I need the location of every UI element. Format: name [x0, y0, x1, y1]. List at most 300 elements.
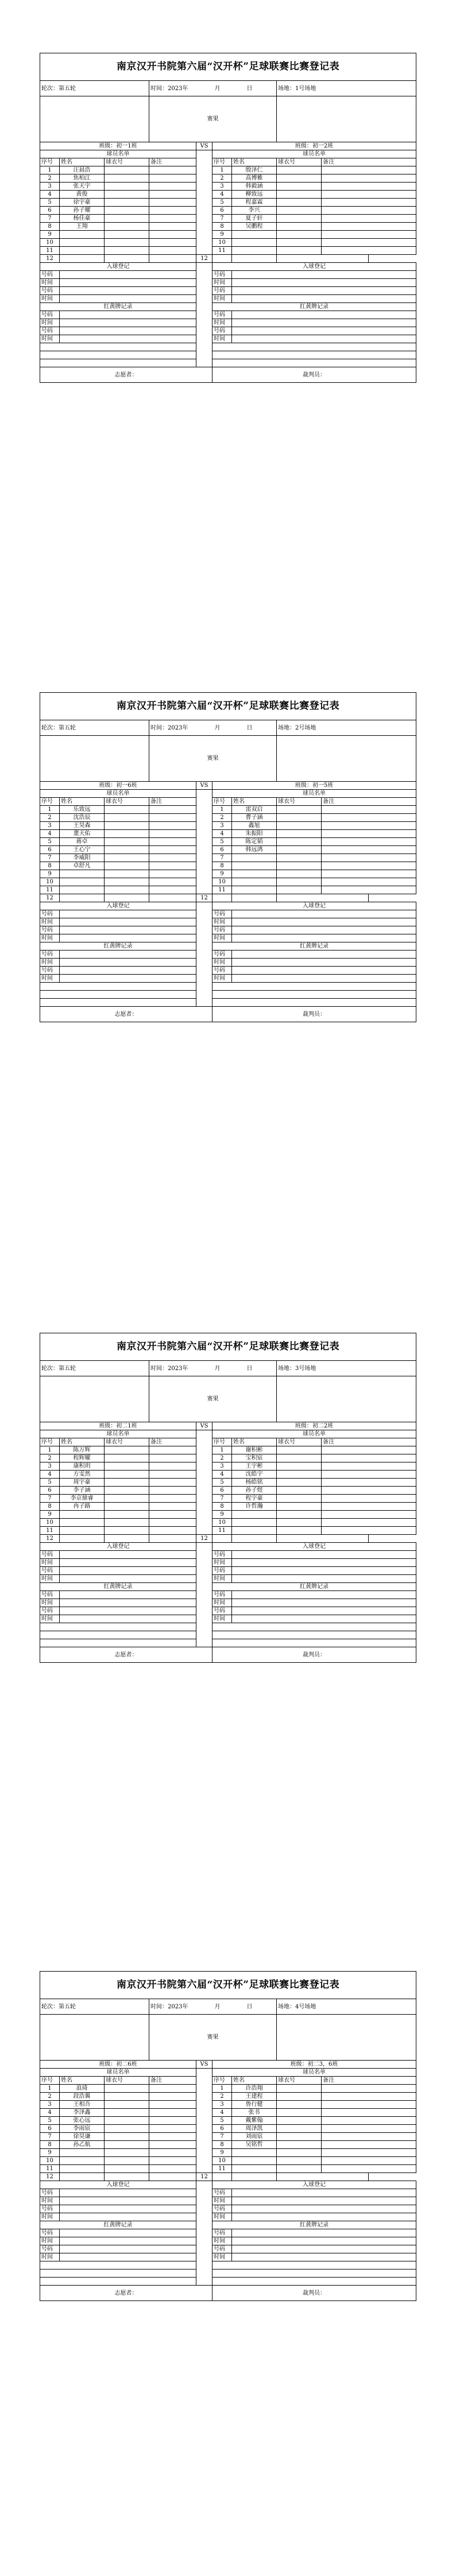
home-card-number-row-cell[interactable]	[60, 1591, 196, 1599]
away-card-time-row-cell[interactable]	[232, 1599, 416, 1607]
home-card-time-row-cell[interactable]	[60, 959, 196, 967]
away-player-note[interactable]	[322, 2165, 416, 2173]
home-card-number-row-cell[interactable]	[60, 951, 196, 959]
result-right-blank[interactable]	[277, 1376, 416, 1422]
away-player-note[interactable]	[322, 814, 416, 822]
away-goal-number-row-cell[interactable]	[232, 2205, 416, 2213]
home-player-jersey[interactable]	[105, 862, 149, 870]
home-player-name[interactable]: 李威阳	[60, 854, 105, 862]
away-player-jersey[interactable]	[277, 854, 322, 862]
away-card-time-row-cell[interactable]	[232, 959, 416, 967]
home-player-jersey[interactable]	[105, 223, 149, 231]
away-player-name[interactable]: 谢积彬	[232, 1446, 277, 1454]
away-player-note[interactable]	[322, 2133, 416, 2141]
away-player-name[interactable]	[232, 2149, 277, 2157]
home-player-note[interactable]	[149, 2117, 196, 2125]
home-player-name[interactable]: 冉子路	[60, 1503, 105, 1511]
away-player-name[interactable]: 程嘉霖	[232, 199, 277, 207]
away-player-note[interactable]	[322, 166, 416, 174]
away-player-note[interactable]	[322, 247, 416, 255]
away-player-name[interactable]	[232, 247, 277, 255]
home-player-name[interactable]: 张心远	[60, 2117, 105, 2125]
home-player-jersey[interactable]	[105, 838, 149, 846]
away-goal-time-row-cell[interactable]	[232, 2197, 416, 2205]
away-player-note[interactable]	[322, 2101, 416, 2109]
home-player-jersey[interactable]	[105, 894, 149, 902]
away-player-jersey[interactable]	[277, 2157, 322, 2165]
away-player-note[interactable]	[322, 886, 416, 894]
away-player-name[interactable]	[232, 2165, 277, 2173]
home-player-note[interactable]	[149, 2173, 196, 2181]
away-player-name[interactable]: 杨皓铭	[232, 1479, 277, 1487]
home-player-name[interactable]	[60, 239, 105, 247]
away-player-jersey[interactable]	[277, 1446, 322, 1454]
home-player-note[interactable]	[149, 231, 196, 239]
away-player-note[interactable]	[322, 1479, 416, 1487]
away-player-name[interactable]	[212, 894, 232, 902]
home-player-name[interactable]: 乐致远	[60, 806, 105, 814]
away-card-number-row-cell[interactable]	[232, 2245, 416, 2253]
away-goal-number-row-cell[interactable]	[232, 287, 416, 295]
result-right-blank[interactable]	[277, 96, 416, 142]
away-player-jersey[interactable]	[277, 215, 322, 223]
home-goal-time-row-cell[interactable]	[60, 2197, 196, 2205]
away-goal-time-row-cell[interactable]	[232, 934, 416, 942]
away-player-name[interactable]	[212, 2173, 232, 2181]
home-card-time-row-cell[interactable]	[60, 319, 196, 327]
home-player-note[interactable]	[149, 1462, 196, 1471]
away-player-name[interactable]: 鑫旭	[232, 822, 277, 830]
away-card-time-row-cell[interactable]	[232, 335, 416, 343]
away-player-name[interactable]: 张书	[232, 2109, 277, 2117]
away-player-note[interactable]	[322, 2117, 416, 2125]
away-player-note[interactable]	[322, 1487, 416, 1495]
away-player-jersey[interactable]	[277, 2133, 322, 2141]
home-goal-time-row-cell[interactable]	[60, 279, 196, 287]
home-player-name[interactable]	[60, 2165, 105, 2173]
home-player-jersey[interactable]	[105, 174, 149, 183]
home-player-name[interactable]: 王昊森	[60, 822, 105, 830]
away-player-name[interactable]	[232, 231, 277, 239]
away-player-note[interactable]	[277, 255, 369, 263]
home-player-jersey[interactable]	[105, 2093, 149, 2101]
result-left-blank[interactable]	[40, 736, 149, 782]
away-player-note[interactable]	[322, 1471, 416, 1479]
away-player-note[interactable]	[322, 2085, 416, 2093]
away-card-number-row-cell[interactable]	[232, 1607, 416, 1615]
home-player-note[interactable]	[149, 223, 196, 231]
home-player-note[interactable]	[149, 174, 196, 183]
away-player-name[interactable]: 吴铭哲	[232, 2141, 277, 2149]
away-player-jersey[interactable]	[277, 2149, 322, 2157]
away-player-note[interactable]	[322, 854, 416, 862]
home-player-note[interactable]	[149, 878, 196, 886]
home-player-name[interactable]: 焦柏江	[60, 174, 105, 183]
home-player-note[interactable]	[149, 1446, 196, 1454]
away-player-name[interactable]	[232, 239, 277, 247]
home-card-time-row-cell[interactable]	[60, 2237, 196, 2245]
away-player-jersey[interactable]	[277, 814, 322, 822]
away-card-number-row-cell[interactable]	[232, 951, 416, 959]
home-player-note[interactable]	[149, 846, 196, 854]
home-player-note[interactable]	[149, 1535, 196, 1543]
home-player-name[interactable]	[60, 255, 105, 263]
away-player-name[interactable]: 吴鹏程	[232, 223, 277, 231]
away-player-jersey[interactable]	[277, 2093, 322, 2101]
home-player-note[interactable]	[149, 886, 196, 894]
home-player-jersey[interactable]	[105, 1511, 149, 1519]
home-player-jersey[interactable]	[105, 1535, 149, 1543]
home-player-name[interactable]: 浪琦	[60, 2085, 105, 2093]
home-player-note[interactable]	[149, 1487, 196, 1495]
away-player-name[interactable]	[232, 2157, 277, 2165]
home-player-jersey[interactable]	[105, 2165, 149, 2173]
away-player-note[interactable]	[322, 878, 416, 886]
away-goal-number-row-cell[interactable]	[232, 2189, 416, 2197]
away-player-jersey[interactable]	[277, 239, 322, 247]
home-player-name[interactable]: 沈浩辰	[60, 814, 105, 822]
home-goal-time-row-cell[interactable]	[60, 1575, 196, 1583]
home-player-jersey[interactable]	[105, 870, 149, 878]
home-player-jersey[interactable]	[105, 247, 149, 255]
away-player-jersey[interactable]	[277, 1519, 322, 1527]
result-left-blank[interactable]	[40, 1376, 149, 1422]
away-player-note[interactable]	[322, 1503, 416, 1511]
home-player-note[interactable]	[149, 2093, 196, 2101]
home-player-note[interactable]	[149, 1479, 196, 1487]
away-player-note[interactable]	[322, 846, 416, 854]
away-card-number-row-cell[interactable]	[232, 967, 416, 975]
home-player-name[interactable]	[60, 894, 105, 902]
away-player-note[interactable]	[322, 2109, 416, 2117]
away-player-note[interactable]	[322, 870, 416, 878]
away-card-number-row-cell[interactable]	[232, 1591, 416, 1599]
result-right-blank[interactable]	[277, 2015, 416, 2061]
away-player-jersey[interactable]	[277, 846, 322, 854]
away-player-jersey[interactable]	[277, 2101, 322, 2109]
home-goal-time-row-cell[interactable]	[60, 2213, 196, 2221]
away-player-note[interactable]	[322, 822, 416, 830]
home-player-jersey[interactable]	[105, 2117, 149, 2125]
home-goal-time-row-cell[interactable]	[60, 934, 196, 942]
home-goal-number-row-cell[interactable]	[60, 2189, 196, 2197]
home-player-note[interactable]	[149, 1454, 196, 1462]
away-player-note[interactable]	[322, 231, 416, 239]
home-player-name[interactable]	[60, 1535, 105, 1543]
away-player-jersey[interactable]	[232, 2173, 277, 2181]
result-right-blank[interactable]	[277, 736, 416, 782]
home-player-jersey[interactable]	[105, 822, 149, 830]
away-player-name[interactable]	[232, 1511, 277, 1519]
away-player-note[interactable]	[322, 806, 416, 814]
away-player-name[interactable]: 高博雅	[232, 174, 277, 183]
away-player-name[interactable]: 许浩翔	[232, 2085, 277, 2093]
home-card-number-row-cell[interactable]	[60, 2229, 196, 2237]
home-player-name[interactable]: 徐宇豪	[60, 199, 105, 207]
home-player-jersey[interactable]	[105, 814, 149, 822]
home-player-jersey[interactable]	[105, 2173, 149, 2181]
away-goal-number-row-cell[interactable]	[232, 926, 416, 934]
away-player-name[interactable]: 孙子煜	[232, 1487, 277, 1495]
home-player-jersey[interactable]	[105, 1479, 149, 1487]
away-player-name[interactable]	[232, 870, 277, 878]
away-player-jersey[interactable]	[277, 1471, 322, 1479]
away-player-jersey[interactable]	[277, 223, 322, 231]
away-player-jersey[interactable]	[277, 1527, 322, 1535]
away-player-note[interactable]	[322, 2149, 416, 2157]
home-player-note[interactable]	[149, 2109, 196, 2117]
home-player-jersey[interactable]	[105, 231, 149, 239]
home-card-number-row-cell[interactable]	[60, 2245, 196, 2253]
home-player-note[interactable]	[149, 183, 196, 191]
home-player-note[interactable]	[149, 1503, 196, 1511]
home-player-note[interactable]	[149, 1511, 196, 1519]
home-player-jersey[interactable]	[105, 2133, 149, 2141]
away-player-name[interactable]: 殷泽仁	[232, 166, 277, 174]
home-player-note[interactable]	[149, 166, 196, 174]
home-card-number-row-cell[interactable]	[60, 327, 196, 335]
home-goal-number-row-cell[interactable]	[60, 271, 196, 279]
away-player-name[interactable]: 戴紫翰	[232, 2117, 277, 2125]
referee-signature[interactable]: 裁判员：	[212, 2286, 416, 2301]
away-player-jersey[interactable]	[277, 2109, 322, 2117]
home-player-note[interactable]	[149, 215, 196, 223]
away-player-jersey[interactable]	[277, 174, 322, 183]
away-player-note[interactable]	[277, 2173, 369, 2181]
home-goal-time-row-cell[interactable]	[60, 295, 196, 303]
home-player-note[interactable]	[149, 1471, 196, 1479]
home-player-name[interactable]	[60, 2157, 105, 2165]
home-player-note[interactable]	[149, 806, 196, 814]
away-card-number-row-cell[interactable]	[232, 327, 416, 335]
referee-signature[interactable]: 裁判员：	[212, 1007, 416, 1022]
away-card-number-row-cell[interactable]	[232, 311, 416, 319]
away-player-note[interactable]	[322, 239, 416, 247]
home-card-number-row-cell[interactable]	[60, 967, 196, 975]
home-player-jersey[interactable]	[105, 846, 149, 854]
home-player-jersey[interactable]	[105, 2157, 149, 2165]
home-card-time-row-cell[interactable]	[60, 975, 196, 983]
home-player-name[interactable]	[60, 2149, 105, 2157]
away-player-jersey[interactable]	[232, 894, 277, 902]
home-player-jersey[interactable]	[105, 183, 149, 191]
home-goal-number-row-cell[interactable]	[60, 910, 196, 918]
home-player-jersey[interactable]	[105, 2149, 149, 2157]
away-player-jersey[interactable]	[277, 1479, 322, 1487]
home-player-name[interactable]: 董天佑	[60, 830, 105, 838]
away-player-name[interactable]: 宝积宸	[232, 1454, 277, 1462]
away-player-name[interactable]	[232, 886, 277, 894]
home-player-name[interactable]: 孙子耀	[60, 207, 105, 215]
home-player-note[interactable]	[149, 2125, 196, 2133]
home-player-note[interactable]	[149, 870, 196, 878]
away-player-jersey[interactable]	[277, 1495, 322, 1503]
home-player-jersey[interactable]	[105, 239, 149, 247]
home-player-jersey[interactable]	[105, 806, 149, 814]
away-player-jersey[interactable]	[232, 1535, 277, 1543]
home-player-note[interactable]	[149, 2149, 196, 2157]
away-player-name[interactable]	[232, 1527, 277, 1535]
away-player-jersey[interactable]	[277, 830, 322, 838]
away-player-note[interactable]	[322, 215, 416, 223]
away-player-jersey[interactable]	[277, 862, 322, 870]
away-player-name[interactable]	[232, 854, 277, 862]
away-player-jersey[interactable]	[277, 1503, 322, 1511]
home-player-name[interactable]: 程辉耀	[60, 1454, 105, 1462]
volunteer-signature[interactable]: 志愿者：	[40, 1007, 212, 1022]
home-card-number-row-cell[interactable]	[60, 1607, 196, 1615]
away-goal-time-row-cell[interactable]	[232, 1559, 416, 1567]
away-player-name[interactable]: 王宇彬	[232, 1462, 277, 1471]
away-player-jersey[interactable]	[277, 207, 322, 215]
home-goal-number-row-cell[interactable]	[60, 926, 196, 934]
away-player-jersey[interactable]	[277, 191, 322, 199]
away-player-note[interactable]	[277, 1535, 369, 1543]
home-player-jersey[interactable]	[105, 207, 149, 215]
home-player-jersey[interactable]	[105, 1519, 149, 1527]
away-player-note[interactable]	[322, 1511, 416, 1519]
away-player-jersey[interactable]	[277, 822, 322, 830]
home-player-note[interactable]	[149, 1519, 196, 1527]
away-player-name[interactable]	[232, 1519, 277, 1527]
home-player-name[interactable]: 杨佳豪	[60, 215, 105, 223]
home-player-jersey[interactable]	[105, 2125, 149, 2133]
home-goal-number-row-cell[interactable]	[60, 1567, 196, 1575]
away-player-note[interactable]	[322, 223, 416, 231]
home-player-jersey[interactable]	[105, 854, 149, 862]
home-player-note[interactable]	[149, 2157, 196, 2165]
away-player-jersey[interactable]	[277, 183, 322, 191]
home-player-name[interactable]: 康积玥	[60, 1462, 105, 1471]
volunteer-signature[interactable]: 志愿者：	[40, 1647, 212, 1663]
away-player-jersey[interactable]	[277, 2125, 322, 2133]
home-goal-number-row-cell[interactable]	[60, 2205, 196, 2213]
away-player-note[interactable]	[322, 174, 416, 183]
home-player-note[interactable]	[149, 830, 196, 838]
away-goal-number-row-cell[interactable]	[232, 1551, 416, 1559]
away-player-jersey[interactable]	[277, 870, 322, 878]
home-player-note[interactable]	[149, 822, 196, 830]
home-player-note[interactable]	[149, 1527, 196, 1535]
result-left-blank[interactable]	[40, 2015, 149, 2061]
away-player-note[interactable]	[322, 191, 416, 199]
home-player-name[interactable]	[60, 886, 105, 894]
home-player-note[interactable]	[149, 247, 196, 255]
away-player-name[interactable]: 朱振阳	[232, 830, 277, 838]
home-player-name[interactable]	[60, 247, 105, 255]
away-card-time-row-cell[interactable]	[232, 1615, 416, 1623]
home-card-time-row-cell[interactable]	[60, 335, 196, 343]
away-player-name[interactable]: 程宇豪	[232, 1495, 277, 1503]
away-card-number-row-cell[interactable]	[232, 2229, 416, 2237]
home-player-note[interactable]	[149, 854, 196, 862]
away-player-name[interactable]: 韩毅涵	[232, 183, 277, 191]
home-player-name[interactable]: 李子涵	[60, 1487, 105, 1495]
volunteer-signature[interactable]: 志愿者：	[40, 367, 212, 383]
away-player-note[interactable]	[322, 199, 416, 207]
home-player-name[interactable]	[60, 2173, 105, 2181]
away-player-name[interactable]: 刘雨宸	[232, 2133, 277, 2141]
home-player-jersey[interactable]	[105, 1503, 149, 1511]
away-player-name[interactable]: 柳致远	[232, 191, 277, 199]
home-player-note[interactable]	[149, 239, 196, 247]
home-player-jersey[interactable]	[105, 1487, 149, 1495]
home-player-jersey[interactable]	[105, 2141, 149, 2149]
home-player-jersey[interactable]	[105, 2109, 149, 2117]
away-player-name[interactable]: 鲁行健	[232, 2101, 277, 2109]
away-player-note[interactable]	[322, 1495, 416, 1503]
away-player-name[interactable]	[232, 862, 277, 870]
home-player-note[interactable]	[149, 894, 196, 902]
home-goal-time-row-cell[interactable]	[60, 918, 196, 926]
away-goal-time-row-cell[interactable]	[232, 1575, 416, 1583]
away-player-jersey[interactable]	[277, 199, 322, 207]
home-player-jersey[interactable]	[105, 1527, 149, 1535]
home-player-note[interactable]	[149, 2085, 196, 2093]
home-player-note[interactable]	[149, 1495, 196, 1503]
volunteer-signature[interactable]: 志愿者：	[40, 2286, 212, 2301]
home-player-name[interactable]	[60, 231, 105, 239]
home-player-note[interactable]	[149, 191, 196, 199]
result-left-blank[interactable]	[40, 96, 149, 142]
home-player-name[interactable]: 孙乙航	[60, 2141, 105, 2149]
home-goal-number-row-cell[interactable]	[60, 287, 196, 295]
referee-signature[interactable]: 裁判员：	[212, 1647, 416, 1663]
away-player-jersey[interactable]	[232, 255, 277, 263]
away-player-jersey[interactable]	[277, 2141, 322, 2149]
home-player-name[interactable]: 王翔	[60, 223, 105, 231]
home-player-jersey[interactable]	[105, 2085, 149, 2093]
away-player-name[interactable]: 曹子涵	[232, 814, 277, 822]
referee-signature[interactable]: 裁判员：	[212, 367, 416, 383]
away-player-jersey[interactable]	[277, 838, 322, 846]
home-player-jersey[interactable]	[105, 255, 149, 263]
away-card-time-row-cell[interactable]	[232, 2253, 416, 2261]
home-player-jersey[interactable]	[105, 1454, 149, 1462]
home-player-name[interactable]	[60, 870, 105, 878]
away-player-jersey[interactable]	[277, 2085, 322, 2093]
home-player-jersey[interactable]	[105, 1471, 149, 1479]
home-player-jersey[interactable]	[105, 886, 149, 894]
away-player-note[interactable]	[322, 1454, 416, 1462]
away-player-note[interactable]	[322, 1462, 416, 1471]
home-player-jersey[interactable]	[105, 1462, 149, 1471]
away-player-jersey[interactable]	[277, 2165, 322, 2173]
home-player-jersey[interactable]	[105, 199, 149, 207]
away-player-note[interactable]	[322, 2093, 416, 2101]
away-player-jersey[interactable]	[277, 886, 322, 894]
home-player-name[interactable]: 张天宇	[60, 183, 105, 191]
home-player-name[interactable]: 王心宁	[60, 846, 105, 854]
away-goal-number-row-cell[interactable]	[232, 1567, 416, 1575]
home-player-name[interactable]	[60, 1519, 105, 1527]
home-player-note[interactable]	[149, 838, 196, 846]
away-player-note[interactable]	[322, 183, 416, 191]
away-player-name[interactable]: 雷双启	[232, 806, 277, 814]
home-player-name[interactable]	[60, 878, 105, 886]
away-player-jersey[interactable]	[277, 2117, 322, 2125]
away-player-name[interactable]: 许哲瀚	[232, 1503, 277, 1511]
away-player-note[interactable]	[322, 1446, 416, 1454]
away-player-name[interactable]	[232, 878, 277, 886]
home-player-note[interactable]	[149, 2101, 196, 2109]
away-player-jersey[interactable]	[277, 166, 322, 174]
away-player-jersey[interactable]	[277, 878, 322, 886]
away-player-name[interactable]: 韩远鸿	[232, 846, 277, 854]
away-goal-time-row-cell[interactable]	[232, 295, 416, 303]
home-goal-number-row-cell[interactable]	[60, 1551, 196, 1559]
home-card-time-row-cell[interactable]	[60, 1615, 196, 1623]
